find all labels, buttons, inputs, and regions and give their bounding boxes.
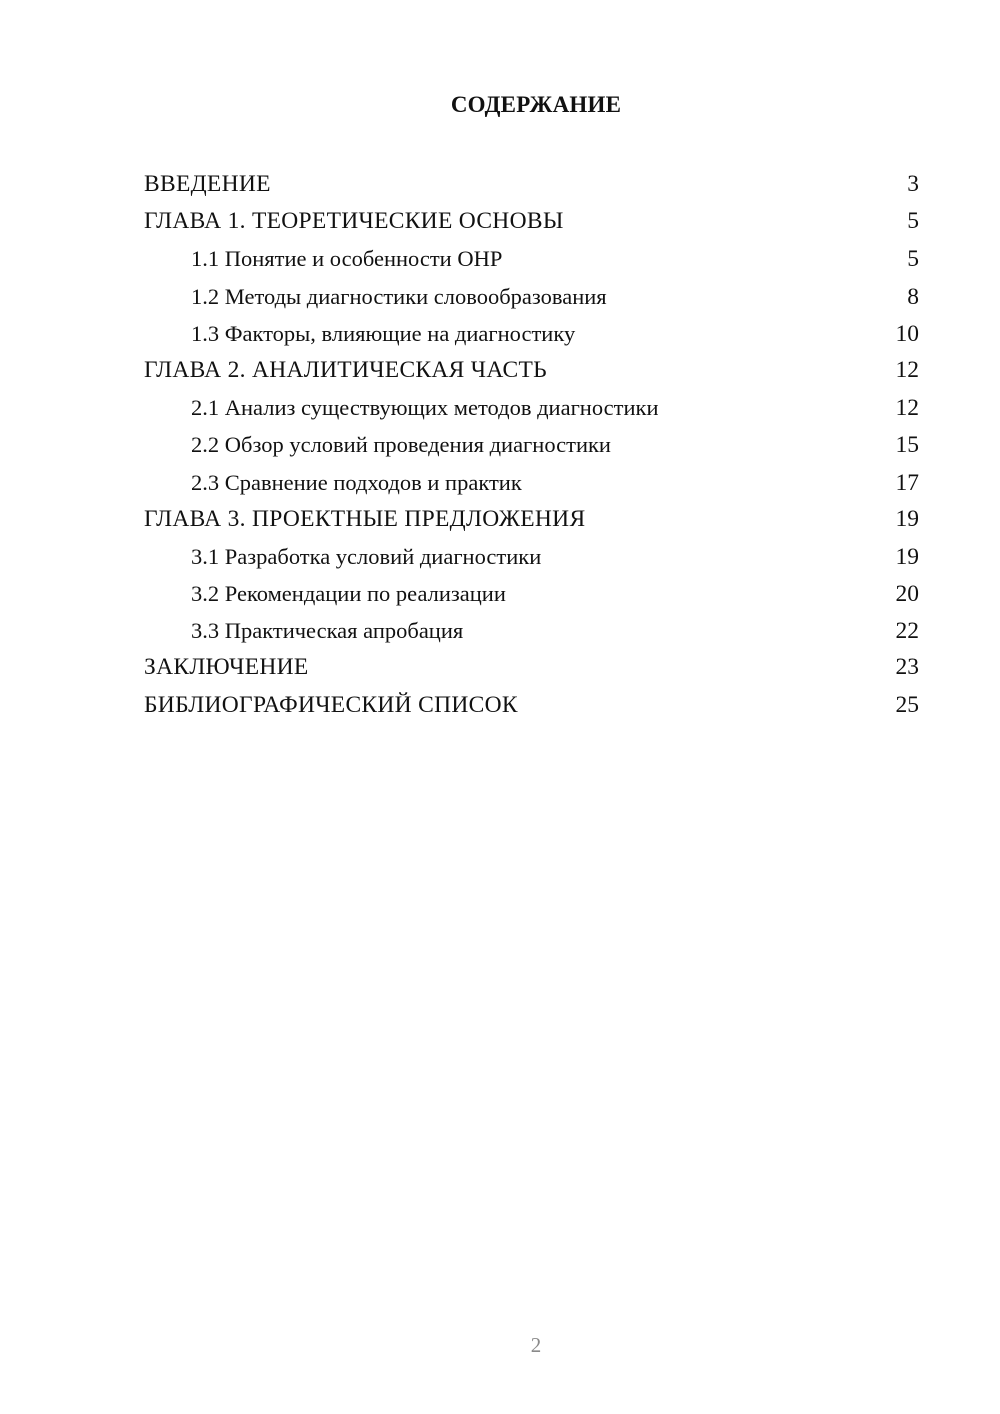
toc-chapter-entry: [144, 352, 919, 389]
toc-entry-page: 19: [895, 505, 919, 532]
toc-section-entry: [144, 575, 919, 612]
toc-chapter-entry: [144, 203, 919, 240]
toc-entry-label: 3.2 Рекомендации по реализации: [191, 581, 506, 607]
toc-entry-page: 5: [907, 246, 919, 273]
toc-entry-page: 25: [895, 691, 919, 718]
toc-entry-page: 5: [907, 208, 919, 235]
toc-entry-page: 20: [895, 581, 919, 608]
toc-entry-label: ЗАКЛЮЧЕНИЕ: [144, 654, 309, 681]
toc-chapter-entry: [144, 166, 919, 203]
toc-entry-label: ГЛАВА 2. АНАЛИТИЧЕСКАЯ ЧАСТЬ: [144, 356, 547, 383]
toc-entry-page: 12: [895, 356, 919, 383]
toc-entry-page: 15: [895, 432, 919, 459]
toc-entry-label: ГЛАВА 1. ТЕОРЕТИЧЕСКИЕ ОСНОВЫ: [144, 208, 564, 235]
toc-entry-page: 3: [907, 171, 919, 197]
toc-section-entry: [144, 426, 919, 463]
toc-section-entry: [144, 315, 919, 352]
toc-entry-label: 1.3 Факторы, влияющие на диагностику: [191, 320, 576, 346]
toc-entry-label: 3.3 Практическая апробация: [191, 618, 464, 644]
toc-entry-label: 1.1 Понятие и особенности ОНР: [191, 246, 503, 272]
toc-entry-label: 1.2 Методы диагностики словообразования: [191, 283, 607, 309]
toc-entry-page: 12: [895, 395, 919, 422]
toc-entry-page: 17: [895, 469, 919, 496]
toc-section-entry: [144, 240, 919, 277]
toc-entry-page: 8: [907, 283, 919, 310]
toc-entry-page: 22: [895, 618, 919, 645]
toc-entry-page: 10: [895, 320, 919, 347]
table-of-contents: [144, 166, 919, 724]
toc-entry-label: 2.1 Анализ существующих методов диагностики: [191, 395, 659, 421]
toc-section-entry: [144, 464, 919, 501]
toc-entry-label: ГЛАВА 3. ПРОЕКТНЫЕ ПРЕДЛОЖЕНИЯ: [144, 505, 586, 532]
toc-entry-label: 3.1 Разработка условий диагностики: [191, 543, 542, 569]
toc-entry-page: 23: [895, 654, 919, 681]
toc-section-entry: [144, 538, 919, 575]
toc-section-entry: [144, 389, 919, 426]
toc-chapter-entry: [144, 649, 919, 686]
toc-section-entry: [144, 278, 919, 315]
toc-section-entry: [144, 612, 919, 649]
toc-entry-page: 19: [895, 543, 919, 570]
toc-entry-label: 2.2 Обзор условий проведения диагностики: [191, 432, 611, 458]
toc-entry-label: 2.3 Сравнение подходов и практик: [191, 469, 522, 495]
toc-chapter-entry: [144, 501, 919, 538]
toc-title: СОДЕРЖАНИЕ: [450, 92, 622, 117]
toc-chapter-entry: [144, 687, 919, 724]
toc-entry-label: БИБЛИОГРАФИЧЕСКИЙ СПИСОК: [144, 691, 518, 718]
toc-entry-label: ВВЕДЕНИЕ: [144, 171, 271, 197]
page-number: 2: [530, 1333, 542, 1357]
